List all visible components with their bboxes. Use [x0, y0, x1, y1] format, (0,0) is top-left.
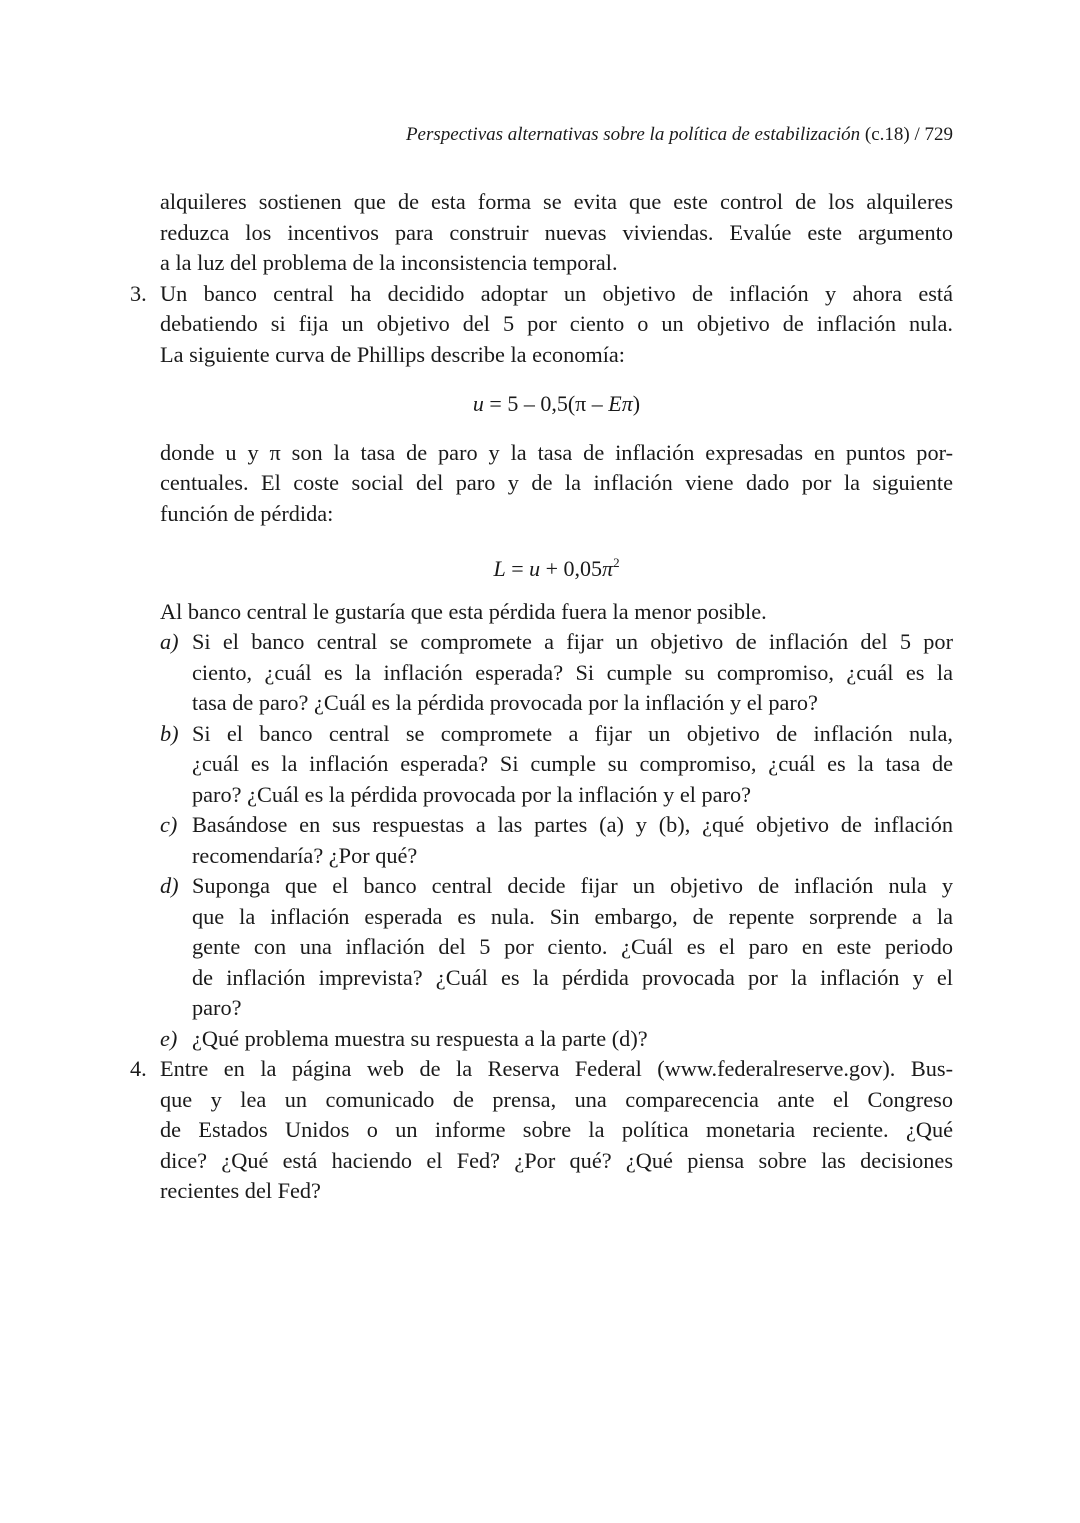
subquestion-d	[160, 871, 953, 902]
text-line: gente con una inflación del 5 por ciento. ¿Cuál es el paro en este periodo	[192, 934, 953, 959]
text-line: alquileres sostienen que de esta forma se evita que este control de los alquileres	[160, 189, 953, 214]
question-4-line	[130, 1054, 953, 1085]
line-text: ¿Qué problema muestra su respuesta a la parte (d)?	[192, 1025, 648, 1051]
text-line: dice? ¿Qué está haciendo el Fed? ¿Por qué? ¿Qué piensa sobre las decisiones	[160, 1147, 953, 1173]
text-line: paro? ¿Cuál es la pérdida provocada por la inflación y el paro?	[192, 781, 752, 807]
eq-equals: =	[505, 556, 530, 581]
text-line: de Estados Unidos o un informe sobre la política monetaria reciente. ¿Qué	[160, 1117, 953, 1142]
text-line: función de pérdida:	[160, 500, 334, 526]
subquestion-a	[160, 627, 953, 658]
text-line: ¿cuál es la inflación esperada? Si cumple su compromiso, ¿cuál es la tasa de	[192, 751, 953, 776]
eq-pi: π	[602, 556, 614, 581]
text-line: recomendaría? ¿Por qué?	[192, 842, 418, 868]
eq-u: u	[529, 556, 541, 581]
question-number: 3.	[130, 280, 147, 306]
line-text: Si el banco central se compromete a fijar un objetivo de inflación del 5 por	[192, 629, 953, 654]
subquestion-b	[160, 719, 953, 750]
eq-rhs: = 5 – 0,5(π –	[483, 391, 609, 416]
line-text: Si el banco central se compromete a fijar un objetivo de inflación nula,	[192, 720, 953, 746]
subquestion-c	[160, 810, 953, 841]
text-line: que y lea un comunicado de prensa, una comparecencia ante el Congreso	[160, 1086, 953, 1112]
eq-coef: + 0,05	[540, 556, 603, 581]
text-line: a la luz del problema de la inconsistencia temporal.	[160, 250, 618, 275]
phillips-curve-equation	[160, 370, 953, 438]
line-text: Suponga que el banco central decide fijar un objetivo de inflación nula y	[192, 873, 953, 898]
header-chapter: (c.18)	[864, 124, 910, 145]
subquestion-label: a)	[160, 629, 179, 654]
text-line: La siguiente curva de Phillips describe la economía:	[160, 341, 625, 367]
page-body	[130, 187, 953, 1207]
text-line: debatiendo si fija un objetivo del 5 por ciento o un objetivo de inflación nula.	[160, 311, 953, 336]
line-text: Entre en la página web de la Reserva Federal (www.federalreserve.gov). Bus-	[160, 1056, 953, 1081]
text-line: tasa de paro? ¿Cuál es la pérdida provocada por la inflación y el paro?	[192, 690, 818, 715]
text-line: ciento, ¿cuál es la inflación esperada? Si cumple su compromiso, ¿cuál es la	[192, 659, 953, 685]
page-number: 729	[924, 124, 953, 145]
text-line: paro?	[192, 995, 242, 1020]
subquestion-label: c)	[160, 812, 178, 837]
eq-expected-pi: Eπ	[608, 391, 633, 416]
text-line: de inflación imprevista? ¿Cuál es la pérdida provocada por la inflación y el	[192, 964, 953, 990]
question-number: 4.	[130, 1056, 147, 1081]
line-text: Basándose en sus respuestas a las partes (a) y (b), ¿qué objetivo de inflación	[192, 812, 953, 837]
header-title: Perspectivas alternativas sobre la política de estabilización	[405, 124, 861, 145]
eq-exponent: 2	[613, 555, 620, 570]
running-header	[406, 124, 953, 146]
text-line: Al banco central le gustaría que esta pérdida fuera la menor posible.	[160, 598, 767, 624]
question-3-line	[130, 279, 953, 310]
eq-u: u	[472, 391, 484, 416]
text-line: donde u y π son la tasa de paro y la tasa de inflación expresadas en puntos por-	[160, 439, 953, 465]
text-line: centuales. El coste social del paro y de la inflación viene dado por la siguiente	[160, 470, 953, 495]
text-line: recientes del Fed?	[160, 1178, 321, 1203]
loss-function-equation	[160, 529, 953, 597]
eq-L: L	[493, 556, 506, 581]
subquestion-e	[160, 1024, 953, 1055]
text-line: reduzca los incentivos para construir nuevas viviendas. Evalúe este argumento	[160, 219, 953, 245]
text-line: que la inflación esperada es nula. Sin embargo, de repente sorprende a la	[192, 903, 953, 929]
subquestion-label: b)	[160, 720, 179, 746]
eq-close: )	[632, 391, 641, 416]
line-text: Un banco central ha decidido adoptar un objetivo de inflación y ahora está	[160, 280, 953, 306]
header-separator: /	[914, 124, 920, 145]
subquestion-label: d)	[160, 873, 179, 898]
subquestion-label: e)	[160, 1025, 178, 1051]
